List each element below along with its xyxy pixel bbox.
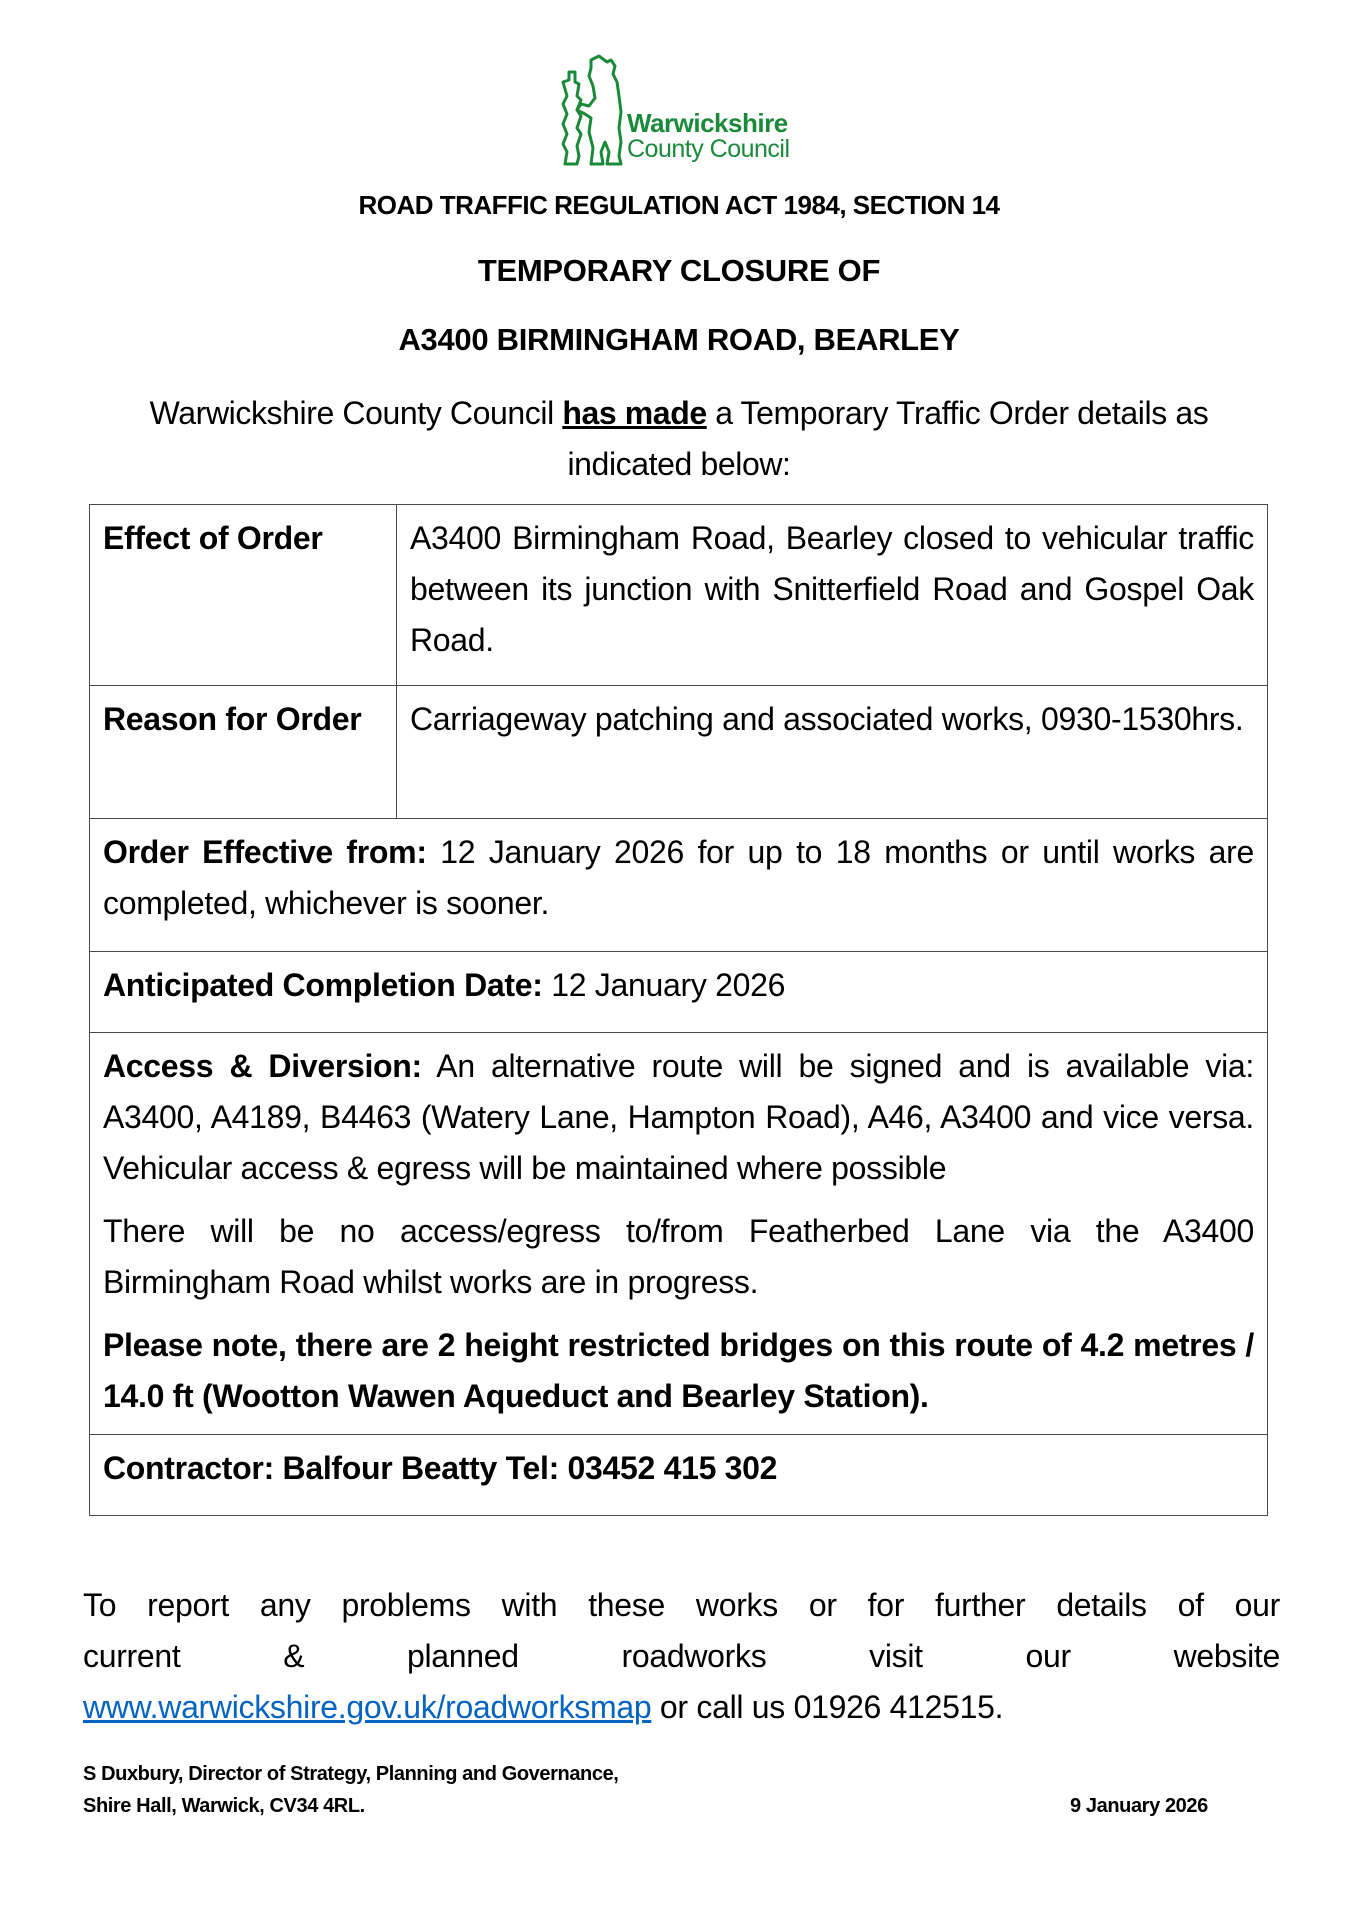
signatory-address: Shire Hall, Warwick, CV34 4RL. [83, 1795, 365, 1817]
intro-emphasis: has made [562, 395, 707, 431]
roadworks-map-link[interactable]: www.warwickshire.gov.uk/roadworksmap [83, 1689, 652, 1725]
act-heading: ROAD TRAFFIC REGULATION ACT 1984, SECTION 14 [358, 190, 1000, 220]
report-line3 [83, 1682, 1280, 1733]
notice-date: 9 January 2026 [1070, 1795, 1208, 1817]
access-value: An alternative route will be signed and is available via: A3400, A4189, B4463 (Watery Lane, Hampton Road), A46, A3400 and vice versa. Vehicular access & egress will be maintained where possible [103, 1048, 1254, 1186]
report-line2 [83, 1631, 1280, 1682]
report-word: planned [406, 1638, 519, 1674]
report-word: roadworks [621, 1638, 767, 1674]
signatory-name: S Duxbury, Director of Strategy, Planning and Governance, [83, 1763, 619, 1785]
completion-value: 12 January 2026 [542, 967, 786, 1003]
council-name-line1: Warwickshire [627, 108, 788, 138]
report-word: visit [869, 1638, 923, 1674]
report-word: current [83, 1638, 181, 1674]
effective-cell [90, 819, 1268, 952]
access-paragraph [103, 1041, 1254, 1194]
completion-label: Anticipated Completion Date: [103, 967, 543, 1003]
access-cell [90, 1033, 1268, 1435]
table-row-effect [90, 505, 1268, 686]
council-name [627, 110, 790, 162]
effective-label: Order Effective from: [103, 834, 427, 870]
report-paragraph [83, 1580, 1280, 1733]
council-logo [555, 52, 815, 170]
bridge-warning: Please note, there are 2 height restricted bridges on this route of 4.2 metres / 14.0 ft (Wootton Wawen Aqueduct and Bearley Station). [103, 1327, 1254, 1414]
report-call-text: or call us 01926 412515. [651, 1689, 1004, 1725]
effect-value: A3400 Birmingham Road, Bearley closed to vehicular traffic between its junction with Snitterfield Road and Gospel Oak Road. [397, 505, 1268, 686]
intro-text-before: Warwickshire County Council [149, 395, 563, 431]
intro-text-after: a Temporary Traffic Order details as indicated below: [567, 395, 1209, 482]
table-row-completion [90, 952, 1268, 1033]
bear-and-ragged-staff-icon [555, 52, 633, 170]
table-row-access [90, 1033, 1268, 1435]
effective-value: 12 January 2026 for up to 18 months or until works are completed, whichever is sooner. [103, 834, 1254, 921]
report-line1: To report any problems with these works or for further details of our [83, 1587, 1280, 1623]
order-details-table [89, 504, 1268, 1516]
table-row-effective [90, 819, 1268, 952]
table-row-contractor [90, 1435, 1268, 1516]
intro-paragraph [90, 388, 1268, 490]
notice-title-line1: TEMPORARY CLOSURE OF [477, 253, 881, 288]
signatory-block [83, 1758, 618, 1822]
featherbed-note: There will be no access/egress to/from Featherbed Lane via the A3400 Birmingham Road whilst works are in progress. [103, 1213, 1254, 1300]
reason-value: Carriageway patching and associated works, 0930-1530hrs. [397, 686, 1268, 819]
effect-label: Effect of Order [90, 505, 397, 686]
access-label: Access & Diversion: [103, 1048, 422, 1084]
notice-title-line2: A3400 BIRMINGHAM ROAD, BEARLEY [398, 322, 960, 357]
council-name-line2: County Council [627, 135, 790, 163]
report-word: & [283, 1638, 305, 1674]
report-word: our [1025, 1638, 1071, 1674]
table-row-reason [90, 686, 1268, 819]
contractor-info: Contractor: Balfour Beatty Tel: 03452 415 302 [90, 1435, 1268, 1516]
reason-label: Reason for Order [90, 686, 397, 819]
completion-cell [90, 952, 1268, 1033]
report-word: website [1173, 1638, 1280, 1674]
